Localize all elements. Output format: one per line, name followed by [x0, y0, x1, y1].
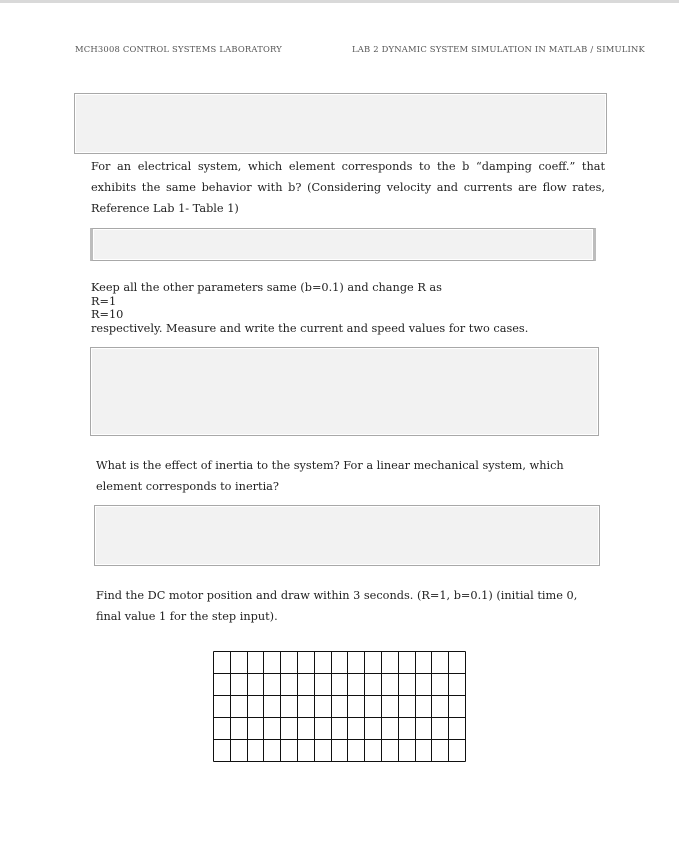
- answer-box-resistance-change[interactable]: [90, 347, 599, 436]
- header-course-title: MCH3008 CONTROL SYSTEMS LABORATORY: [75, 44, 283, 54]
- question-resistance-r10: R=10: [91, 308, 124, 322]
- question-resistance-r1: R=1: [91, 294, 117, 308]
- page-top-rule: [0, 0, 679, 3]
- answer-box-damping-equivalent[interactable]: [90, 228, 596, 261]
- header-lab-title: LAB 2 DYNAMIC SYSTEM SIMULATION IN MATLAB / SIMULINK: [352, 44, 646, 54]
- answer-box-inertia-effect[interactable]: [94, 505, 600, 566]
- question-damping-equivalent: For an electrical system, which element corresponds to the b “damping coeff.” that exhibits the same behavior with b? (Considering velocity and currents are flow rates, Reference Lab 1- Table 1): [91, 160, 605, 215]
- question-resistance-line: Keep all the other parameters same (b=0.1) and change R as: [91, 281, 442, 294]
- question-resistance-instruction: respectively. Measure and write the current and speed values for two cases.: [91, 321, 529, 335]
- drawing-grid[interactable]: [213, 651, 466, 763]
- answer-box-previous[interactable]: [74, 93, 607, 154]
- question-dc-motor-position: Find the DC motor position and draw within 3 seconds. (R=1, b=0.1) (initial time 0, final value 1 for the step input).: [96, 589, 578, 623]
- question-resistance-change: [91, 281, 611, 335]
- question-inertia-effect: What is the effect of inertia to the system? For a linear mechanical system, which element corresponds to inertia?: [96, 459, 564, 493]
